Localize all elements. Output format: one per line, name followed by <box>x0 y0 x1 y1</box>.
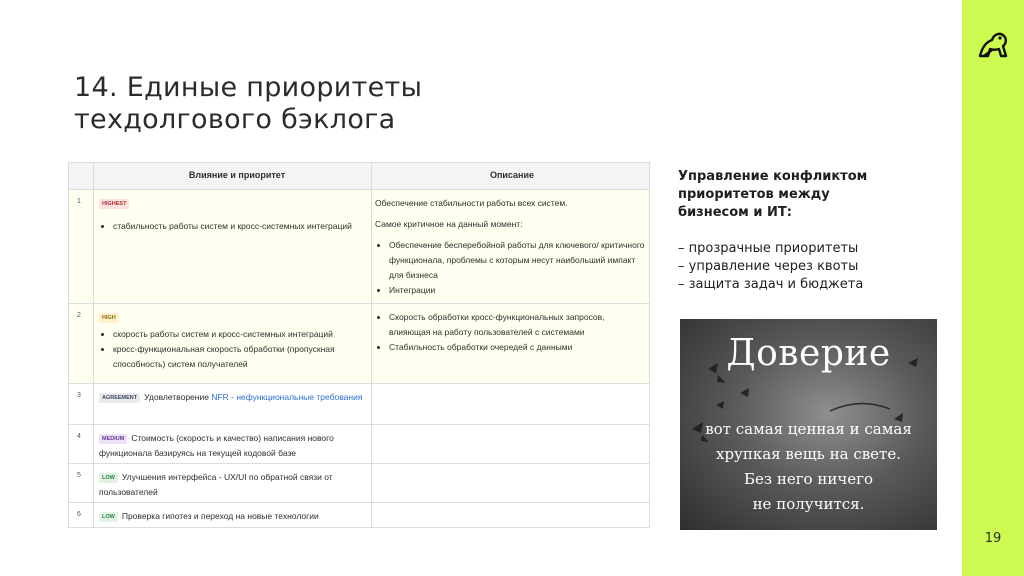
row-number: 4 <box>77 433 81 440</box>
list-item: • Интеграции <box>389 283 645 298</box>
table-row <box>69 190 649 304</box>
row-number: 2 <box>77 312 81 319</box>
slide-title <box>74 72 594 136</box>
list-item: • Обеспечение бесперебойной работы для ключевого/ критичного функционала, проблемы с которым несут наибольший импакт для бизнеса <box>389 238 645 283</box>
priority-tag: AGREEMENT <box>99 393 140 403</box>
accent-sidebar <box>962 0 1024 576</box>
priority-tag: HIGHEST <box>99 199 129 209</box>
row-number: 6 <box>77 511 81 518</box>
list-item: • Стабильность обработки очередей с данными <box>389 340 645 355</box>
table-row <box>69 425 649 464</box>
quote-line: Без него ничего <box>743 470 874 488</box>
panel-point: – управление через квоты <box>678 259 859 274</box>
list-item: • скорость работы систем и кросс-системных интеграций <box>113 327 369 342</box>
table-row <box>69 384 649 425</box>
priority-tag: HIGH <box>99 313 119 323</box>
title-line-1: 14. Единые приоритеты <box>74 72 423 103</box>
impact-cell <box>99 196 369 234</box>
header-impact: Влияние и приоритет <box>188 170 286 180</box>
conflict-panel <box>678 168 948 294</box>
impact-text: Улучшения интерфейса - UX/UI по обратной связи от пользователей <box>99 472 333 497</box>
description-text: Самое критичное на данный момент: <box>375 219 523 229</box>
table-row <box>69 304 649 384</box>
frog-icon <box>976 28 1010 62</box>
description-cell <box>375 310 645 355</box>
panel-heading: Управление конфликтом <box>678 169 868 184</box>
priority-tag: LOW <box>99 473 118 483</box>
row-number: 1 <box>77 198 81 205</box>
panel-heading: приоритетов между <box>678 187 830 202</box>
column-divider <box>93 163 94 527</box>
impact-cell <box>99 390 369 405</box>
impact-text: Удовлетворение <box>144 392 212 402</box>
title-line-2: техдолгового бэклога <box>74 104 396 135</box>
column-divider <box>371 163 372 527</box>
row-number: 3 <box>77 392 81 399</box>
quote-line: вот самая ценная и самая <box>705 420 912 438</box>
list-item: • стабильность работы систем и кросс-системных интеграций <box>113 219 369 234</box>
list-item: • Скорость обработки кросс-функциональных запросов, влияющая на работу пользователей с системами <box>389 310 645 340</box>
quote-title: Доверие <box>726 333 891 374</box>
impact-text: Проверка гипотез и переход на новые технологии <box>121 511 319 521</box>
header-description: Описание <box>489 170 535 180</box>
impact-text: Стоимость (скорость и качество) написания нового функционала базируясь на текущей кодовой базе <box>99 433 334 458</box>
trust-quote-image <box>680 319 937 530</box>
table-header <box>69 163 649 190</box>
impact-cell <box>99 470 369 500</box>
priority-table <box>68 162 650 528</box>
quote-line: не получится. <box>752 495 865 513</box>
table-row <box>69 464 649 503</box>
row-number: 5 <box>77 472 81 479</box>
panel-point: – прозрачные приоритеты <box>678 241 859 256</box>
panel-heading: бизнесом и ИТ: <box>678 205 792 220</box>
impact-cell <box>99 509 369 524</box>
page-number: 19 <box>984 531 1002 546</box>
quote-body <box>680 417 937 517</box>
description-text: Обеспечение стабильности работы всех систем. <box>375 198 568 208</box>
impact-cell <box>99 431 369 461</box>
description-cell <box>375 196 645 298</box>
priority-tag: MEDIUM <box>99 434 127 444</box>
table-row <box>69 503 649 527</box>
priority-tag: LOW <box>99 512 118 522</box>
panel-point: – защита задач и бюджета <box>678 277 864 292</box>
list-item: • кросс-функциональная скорость обработки (пропускная способность) систем получателей <box>113 342 369 372</box>
quote-line: хрупкая вещь на свете. <box>715 445 901 463</box>
nfr-link[interactable]: NFR - нефункциональные требования <box>211 392 363 402</box>
impact-cell <box>99 310 369 372</box>
